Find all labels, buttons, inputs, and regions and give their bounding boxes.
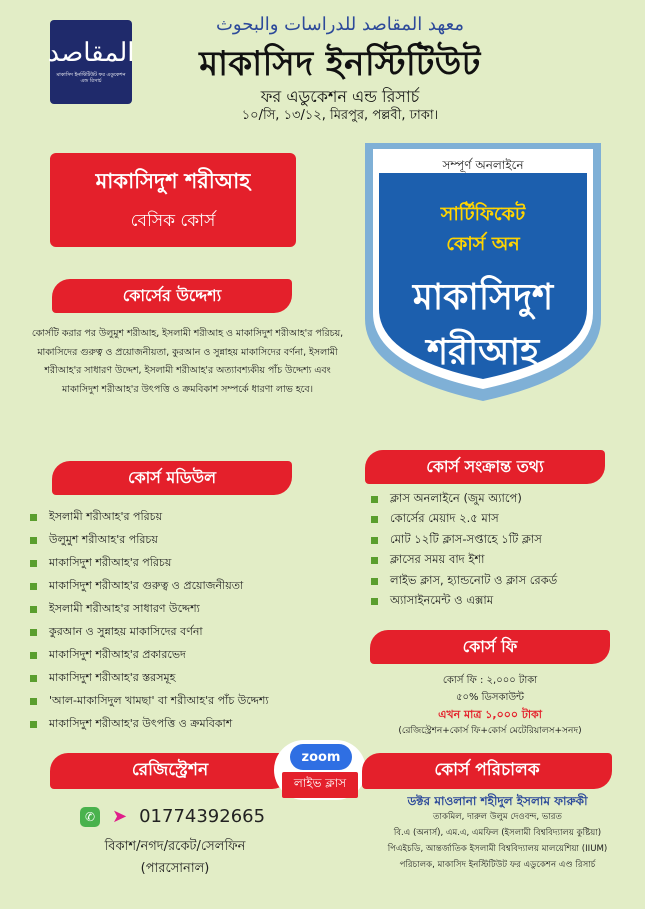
fee-discount: ৫০% ডিসকাউন্ট [455, 692, 525, 703]
bullet-icon [30, 629, 37, 636]
modules-heading: কোর্স মডিউল [52, 461, 292, 495]
phone-number[interactable]: 01774392665 [139, 806, 266, 827]
payment-list: বিকাশ/নগদ/রকেট/সেলফিন [104, 839, 246, 854]
list-item: মাকাসিদুশ শরীআহ'র গুরুত্ব ও প্রয়োজনীয়তা [30, 575, 350, 598]
list-item: ক্লাস অনলাইনে (জুম অ্যাপে) [371, 489, 621, 510]
list-item: মাকাসিদুশ শরীআহ'র স্তরসমূহ [30, 667, 350, 690]
arabic-title: معهد المقاصد للدراسات والبحوث [215, 14, 465, 35]
institute-subtitle: ফর এডুকেশন এন্ড রিসার্চ [260, 87, 420, 106]
bullet-icon [30, 583, 37, 590]
live-class-label: লাইভ ক্লাস [282, 772, 358, 798]
objective-text: কোর্সটি করার পর উলুমুশ শরীআহ, ইসলামী শরীআহ ও মাকাসিদুশ শরীআহ'র পরিচয়, মাকাসিদের গুরুত্ব ও প্রয়োজনীয়তা, কুরআন ও সুন্নাহয় মাকাসিদের বর্ণনা, ইসলামী শরীআহ'র সাধারণ উদ্দেশ, ইসলামী শরীআহ'র অত্যাবশ্যকীয় পাঁচ উদ্দেশ্য এবং মাকাসিদুশ শরীআহ'র উৎপত্তি ও ক্রমবিকাশ সম্পর্কে ধারণা লাভ হবে। [31, 328, 344, 395]
list-item: মাকাসিদুশ শরীআহ'র উৎপত্তি ও ক্রমবিকাশ [30, 713, 350, 736]
course-title: মাকাসিদুশ শরীআহ [95, 168, 251, 193]
director-line2: বি.এ (অনার্স), এম.এ, এমফিল (ইসলামী বিশ্ববিদ্যালয় কুষ্টিয়া) [393, 828, 602, 838]
director-line3: পিএইচডি, আন্তর্জাতিক ইসলামী বিশ্ববিদ্যালয় মালয়েশিয়া (IIUM) [387, 844, 608, 854]
list-item: মাকাসিদুশ শরীআহ'র পরিচয় [30, 552, 350, 575]
payment-methods [40, 836, 310, 880]
list-item: কুরআন ও সুন্নাহয় মাকাসিদের বর্ণনা [30, 621, 350, 644]
list-item: অ্যাসাইনমেন্ট ও এক্সাম [371, 592, 621, 613]
bullet-icon [371, 598, 378, 605]
shield-line3: মাকাসিদুশ [412, 277, 554, 318]
director-name: ডক্টর মাওলানা শহীদুল ইসলাম ফারুকী [407, 794, 588, 808]
course-title-box [50, 153, 296, 247]
shield-line2: কোর্স অন [446, 233, 520, 255]
fee-now: এখন মাত্র ১,০০০ টাকা [438, 708, 542, 721]
whatsapp-icon: ✆ [80, 807, 100, 827]
director-details [365, 793, 630, 873]
shield-top-text: সম্পূর্ণ অনলাইনে [442, 158, 524, 172]
bullet-icon [30, 606, 37, 613]
info-list [371, 489, 621, 612]
list-item: মাকাসিদুশ শরীআহ'র প্রকারভেদ [30, 644, 350, 667]
logo-text: মাকাসিদ ইনস্টিটিউট ফর এডুকেশন এন্ড রিসার্চ [56, 72, 126, 84]
institute-name: মাকাসিদ ইনস্টিটিউট [199, 44, 481, 84]
fee-heading: কোর্স ফি [370, 630, 610, 664]
bullet-icon [30, 514, 37, 521]
list-item: 'আল-মাকাসিদুল খামছা' বা শরীআহ'র পাঁচ উদ্দেশ্য [30, 690, 350, 713]
bullet-icon [371, 496, 378, 503]
info-heading: কোর্স সংক্রান্ত তথ্য [365, 450, 605, 484]
registration-heading: রেজিস্ট্রেশন [50, 753, 290, 789]
zoom-icon: zoom [290, 744, 352, 770]
fee-details [370, 672, 610, 740]
modules-list [30, 506, 350, 736]
bullet-icon [30, 721, 37, 728]
bullet-icon [30, 537, 37, 544]
bullet-icon [371, 578, 378, 585]
director-line4: পরিচালক, মাকাসিদ ইনস্টিটিউট ফর এডুকেশন এণ্ড রিসার্চ [399, 860, 596, 870]
director-line1: তাকমিল, দারুল উলুম দেওবন্দ, ভারত [433, 812, 562, 822]
objective-heading: কোর্সের উদ্দেশ্য [52, 279, 292, 313]
bullet-icon [30, 652, 37, 659]
shield-line4: শরীআহ [426, 332, 540, 373]
list-item: উলুমুশ শরীআহ'র পরিচয় [30, 529, 350, 552]
list-item: ক্লাসের সময় বাদ ইশা [371, 551, 621, 572]
list-item: মোট ১২টি ক্লাস-সপ্তাহে ১টি ক্লাস [371, 530, 621, 551]
bullet-icon [30, 675, 37, 682]
shield-line1: সার্টিফিকেট [440, 203, 526, 225]
list-item: ইসলামী শরীআহ'র সাধারণ উদ্দেশ্য [30, 598, 350, 621]
institute-address: ১০/সি, ১৩/১২, মিরপুর, পল্লবী, ঢাকা। [241, 108, 439, 123]
list-item: কোর্সের মেয়াদ ২.৫ মাস [371, 510, 621, 531]
institute-logo [47, 20, 135, 104]
fee-package: (রেজিস্ট্রেশন+কোর্স ফি+কোর্স মেটেরিয়ালস+সনদ) [398, 726, 582, 736]
bullet-icon [30, 698, 37, 705]
bullet-icon [30, 560, 37, 567]
contact-phone [80, 806, 300, 827]
logo-calligraphy: المقاصد [47, 38, 135, 68]
list-item: লাইভ ক্লাস, হ্যান্ডনোট ও ক্লাস রেকর্ড [371, 571, 621, 592]
list-item: ইসলামী শরীআহ'র পরিচয় [30, 506, 350, 529]
bullet-icon [371, 516, 378, 523]
payment-note: (পারসোনাল) [140, 861, 210, 876]
director-heading: কোর্স পরিচালক [362, 753, 612, 789]
course-subtitle: বেসিক কোর্স [130, 210, 216, 231]
hummingbird-icon: ➤ [112, 806, 128, 827]
fee-amount: কোর্স ফি : ২,০০০ টাকা [442, 675, 538, 686]
bullet-icon [371, 557, 378, 564]
bullet-icon [371, 537, 378, 544]
